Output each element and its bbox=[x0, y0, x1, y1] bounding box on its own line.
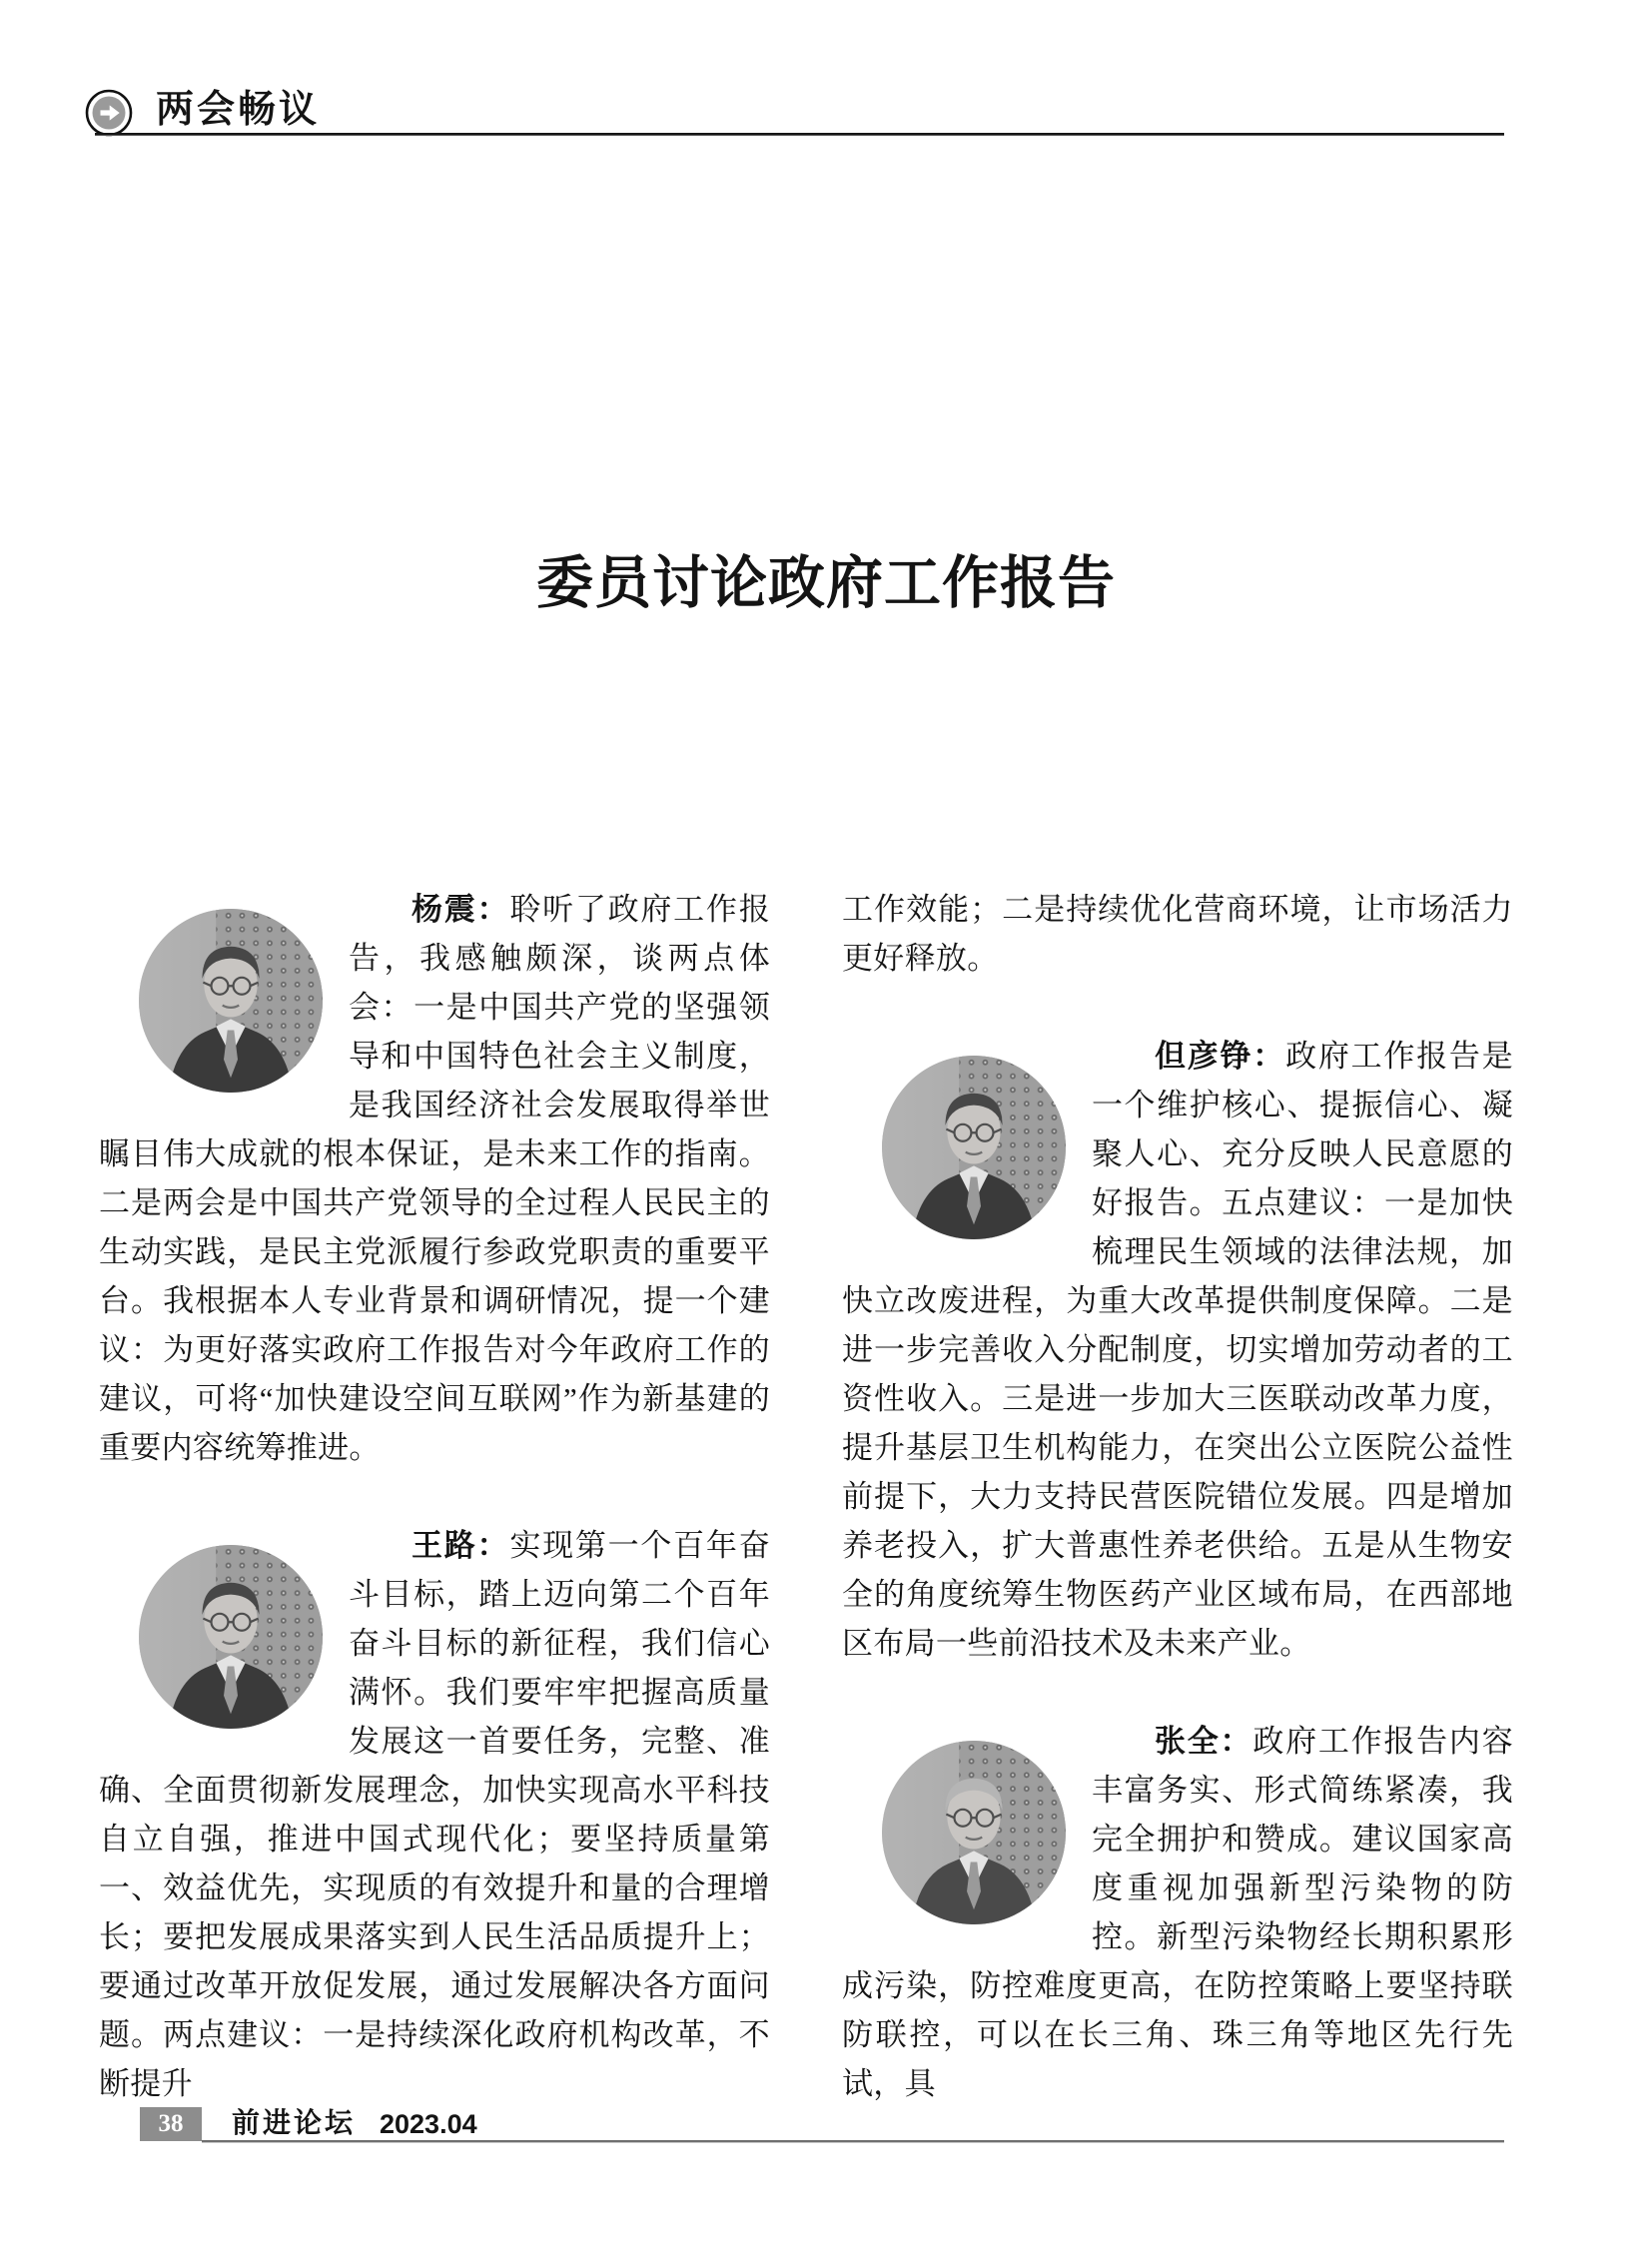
speaker-paragraph bbox=[842, 1717, 1513, 2108]
speaker-photo bbox=[882, 1741, 1066, 1924]
speaker-text: 政府工作报告是一个维护核心、提振信心、凝聚人心、充分反映人民意愿的好报告。五点建议：一是加快梳理民生领域的法律法规，加快立改废进程，为重大改革提供制度保障。二是进一步完善收入分配制度，切实增加劳动者的工资性收入。三是进一步加大三医联动改革力度，提升基层卫生机构能力，在突出公立医院公益性前提下，大力支持民营医院错位发展。四是增加养老投入，扩大普惠性养老供给。五是从生物安全的角度统筹生物医药产业区域布局，在西部地区布局一些前沿技术及未来产业。 bbox=[842, 1039, 1513, 1661]
speaker-paragraph bbox=[99, 1521, 770, 2108]
left-column bbox=[99, 885, 770, 2108]
page-number-badge: 38 bbox=[140, 2107, 202, 2141]
speaker-text: 实现第一个百年奋斗目标，踏上迈向第二个百年奋斗目标的新征程，我们信心满怀。我们要牢牢把握高质量发展这一首要任务，完整、准确、全面贯彻新发展理念，加快实现高水平科技自立自强，推进中国式现代化；要坚持质量第一、效益优先，实现质的有效提升和量的合理增长；要把发展成果落实到人民生活品质提升上；要通过改革开放促发展，通过发展解决各方面问题。两点建议：一是持续深化政府机构改革，不断提升 bbox=[99, 1528, 770, 2101]
speaker-photo bbox=[139, 909, 323, 1093]
speaker-section-danyanzheng bbox=[842, 1032, 1513, 1668]
speaker-name: 但彦铮： bbox=[1155, 1039, 1286, 1074]
footer-rule bbox=[202, 2140, 1504, 2143]
speaker-photo-frame bbox=[842, 1717, 1092, 1932]
header-rule bbox=[95, 133, 1504, 136]
continuation-paragraph: 工作效能；二是持续优化营商环境，让市场活力更好释放。 bbox=[842, 892, 1513, 976]
speaker-paragraph bbox=[842, 1032, 1513, 1668]
speaker-text: 聆听了政府工作报告，我感触颇深，谈两点体会：一是中国共产党的坚强领导和中国特色社会主义制度，是我国经济社会发展取得举世瞩目伟大成就的根本保证，是未来工作的指南。二是两会是中国共产党领导的全过程人民民主的生动实践，是民主党派履行参政党职责的重要平台。我根据本人专业背景和调研情况，提一个建议：为更好落实政府工作报告对今年政府工作的建议，可将“加快建设空间互联网”作为新基建的重要内容统筹推进。 bbox=[99, 892, 770, 1465]
speaker-section-yangzhen bbox=[99, 885, 770, 1472]
speaker-name: 王路： bbox=[412, 1528, 510, 1563]
speaker-photo-frame bbox=[99, 885, 349, 1101]
speaker-photo bbox=[139, 1545, 323, 1729]
speaker-photo-frame bbox=[842, 1032, 1092, 1247]
section-label: 两会畅议 bbox=[156, 89, 321, 131]
speaker-photo-frame bbox=[99, 1521, 349, 1737]
arrow-right-circle-icon bbox=[85, 89, 133, 137]
speaker-name: 张全： bbox=[1155, 1724, 1253, 1759]
issue-number: 2023.04 bbox=[380, 2109, 477, 2139]
speaker-name: 杨震： bbox=[412, 892, 510, 927]
speaker-paragraph bbox=[99, 885, 770, 1472]
speaker-photo bbox=[882, 1056, 1066, 1239]
speaker-section-wanglu bbox=[99, 1521, 770, 2108]
article-title: 委员讨论政府工作报告 bbox=[536, 552, 1116, 615]
speaker-text: 政府工作报告内容丰富务实、形式简练紧凑，我完全拥护和赞成。建议国家高度重视加强新型污染物的防控。新型污染物经长期积累形成污染，防控难度更高，在防控策略上要坚持联防联控，可以在长三角、珠三角等地区先行先试，具 bbox=[842, 1724, 1513, 2101]
speaker-section-zhangquan bbox=[842, 1717, 1513, 2108]
right-column bbox=[842, 885, 1513, 2108]
journal-name: 前进论坛 bbox=[232, 2108, 357, 2139]
